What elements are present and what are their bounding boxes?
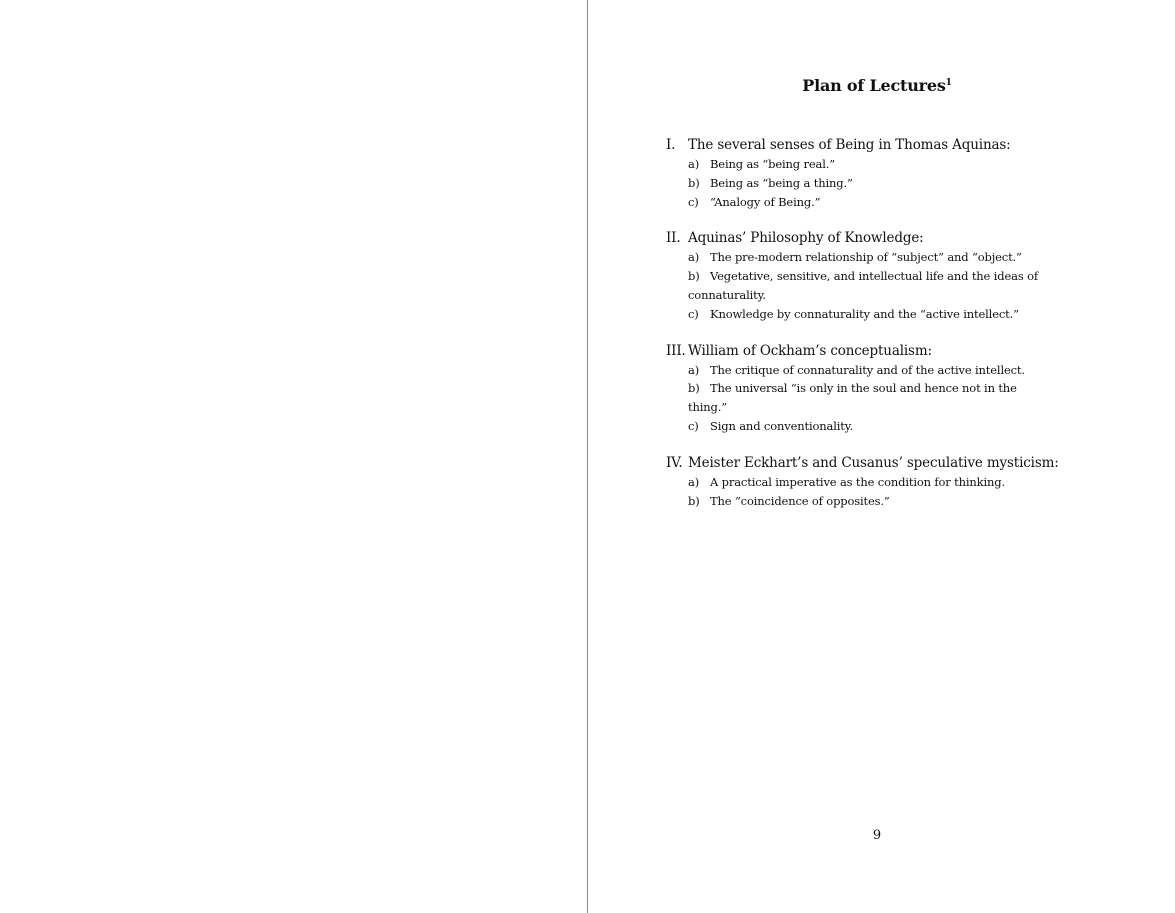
subitem-text: A practical imperative as the condition for thinking. <box>710 474 1005 489</box>
section-heading-text: The several senses of Being in Thomas Aquinas: <box>688 137 1011 153</box>
section-number: IV. <box>666 454 683 471</box>
section-heading <box>666 453 1059 473</box>
subitem-letter: a) <box>688 362 700 377</box>
outline-subitem <box>688 473 1056 492</box>
section-heading-text: Meister Eckhart’s and Cusanus’ speculative mysticism: <box>688 454 1059 471</box>
section-heading <box>666 135 1056 155</box>
subitem-text: The pre-modern relationship of “subject” and “object.” <box>710 250 1022 265</box>
title-footnote-marker: 1 <box>945 78 952 88</box>
subitem-letter: b) <box>688 175 700 190</box>
subitem-letter: c) <box>688 194 699 209</box>
outline-subitem <box>688 417 1056 436</box>
subitem-letter: b) <box>688 381 700 396</box>
outline-subitem <box>688 155 1056 174</box>
section-number: I. <box>666 137 676 153</box>
subitem-letter: a) <box>688 157 700 171</box>
subitem-text: Knowledge by connaturality and the “active intellect.” <box>710 306 1019 321</box>
outline-subitem <box>688 379 1056 417</box>
subitem-text: Being as “being a thing.” <box>710 175 853 190</box>
subitem-letter: c) <box>688 306 699 321</box>
outline-subitem <box>688 492 1056 511</box>
outline-section <box>666 228 1056 323</box>
section-number: III. <box>666 342 686 359</box>
page-number: 9 <box>872 828 882 843</box>
lecture-outline <box>666 135 1059 527</box>
right-page <box>588 0 1175 913</box>
left-page-blank <box>0 0 587 913</box>
subitem-letter: b) <box>688 493 700 508</box>
subitem-text: Vegetative, sensitive, and intellectual life and the ideas of connaturality. <box>688 269 1038 302</box>
subitem-letter: a) <box>688 474 700 489</box>
outline-section <box>666 135 1056 211</box>
subitem-text: The “coincidence of opposites.” <box>710 493 890 508</box>
subitem-text: The critique of connaturality and of the active intellect. <box>710 362 1025 377</box>
subitem-text: Sign and conventionality. <box>710 418 854 433</box>
outline-subitem <box>688 361 1056 380</box>
outline-subitem <box>688 305 1056 324</box>
outline-subitem <box>688 174 1056 193</box>
subitem-text: “Analogy of Being.” <box>710 194 821 209</box>
page-title-text: Plan of Lectures <box>802 76 946 95</box>
subitem-letter: b) <box>688 269 700 284</box>
page-title <box>588 76 1166 95</box>
outline-section <box>666 341 1056 436</box>
outline-subitem <box>688 193 1056 212</box>
outline-subitem <box>688 267 1056 305</box>
subitem-letter: c) <box>688 418 699 433</box>
outline-section <box>666 453 1059 511</box>
section-heading <box>666 341 1056 361</box>
subitem-text: Being as “being real.” <box>710 157 835 171</box>
section-heading-text: Aquinas’ Philosophy of Knowledge: <box>688 230 924 247</box>
section-number: II. <box>666 230 681 247</box>
section-heading-text: William of Ockham’s conceptualism: <box>688 342 932 359</box>
outline-subitem <box>688 248 1056 267</box>
section-heading <box>666 228 1056 248</box>
subitem-letter: a) <box>688 250 700 265</box>
subitem-text: The universal “is only in the soul and hence not in the thing.” <box>688 381 1017 415</box>
